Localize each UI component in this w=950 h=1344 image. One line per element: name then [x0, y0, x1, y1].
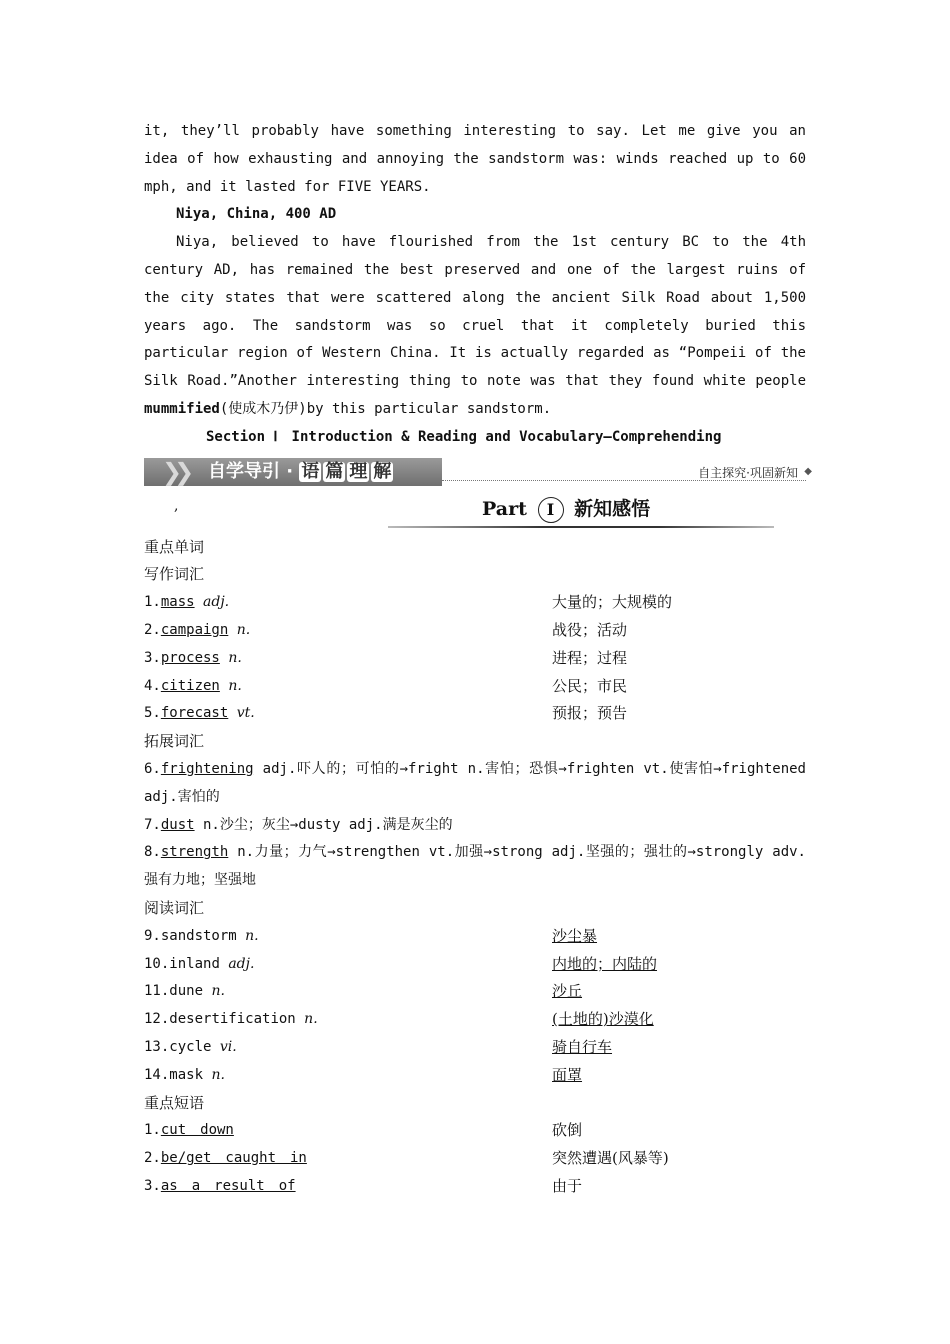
vocab-english — [144, 645, 552, 673]
banner-subtitle: 自主探究·巩固新知 — [698, 465, 798, 480]
vocab-pos: n. — [304, 1011, 318, 1028]
double-chevron-icon: ❯❯ — [162, 457, 187, 486]
part-numeral-circle: Ⅰ — [538, 497, 564, 523]
stray-comma: , — [174, 497, 179, 514]
vocab-meaning — [552, 1034, 806, 1062]
story-paragraph-2-text: Niya, believed to have flourished from the 1st century BC to the 4th century AD, has remained the best preserved and one of the largest ruins of the city states that were scattered along the ancient Silk Road about 1,500 years ago. The sandstorm was so cruel that it completely buried this particular region of Western China. It is actually regarded as “Pompeii of the Silk Road.”Another interesting thing to note was that they found white people — [144, 234, 806, 390]
key-phrases-label: 重点短语 — [144, 1093, 205, 1112]
vocab-word: dune — [169, 983, 204, 1000]
vocab-meaning — [552, 923, 806, 951]
diamond-icon: ◆ — [804, 465, 812, 477]
vocab-number: 10. — [144, 955, 170, 972]
reading-vocab-label: 阅读词汇 — [144, 898, 205, 917]
phrase-row — [144, 1173, 806, 1201]
vocab-pos: vi. — [219, 1038, 237, 1055]
vocab-word: process — [160, 649, 220, 666]
vocab-english — [144, 1034, 552, 1062]
vocab-meaning: 大量的；大规模的 — [552, 593, 673, 612]
story-subheading: Niya, China, 400 AD — [176, 206, 337, 223]
vocab-number: 7. — [144, 816, 161, 833]
vocab-meaning: 进程；过程 — [552, 648, 628, 667]
phrase-number: 3. — [144, 1177, 161, 1194]
vocab-word: desertification — [169, 1011, 296, 1028]
story-paragraph-2 — [144, 229, 806, 424]
vocab-number: 14. — [144, 1066, 170, 1083]
vocab-row — [144, 589, 806, 617]
vocab-row — [144, 1062, 806, 1090]
vocab-meaning-text: 沙丘 — [552, 982, 583, 1001]
vocab-word: forecast — [160, 705, 229, 722]
vocab-english — [144, 673, 552, 701]
vocab-row — [144, 951, 806, 979]
vocab-row — [144, 1034, 806, 1062]
vocab-row — [144, 978, 806, 1006]
phrase-english — [144, 1145, 552, 1173]
story-paragraph-2-tail: (使成木乃伊)by this particular sandstorm. — [219, 400, 552, 417]
key-phrases-list — [144, 1117, 806, 1200]
vocab-pos: adj. — [228, 955, 255, 972]
vocab-word: sandstorm — [160, 927, 237, 944]
writing-vocab-label: 写作词汇 — [144, 565, 205, 584]
vocab-row — [144, 923, 806, 951]
reading-vocab-list — [144, 923, 806, 1090]
vocab-pos: n. — [228, 649, 242, 666]
vocab-word: frightening — [160, 760, 254, 777]
vocab-number: 11. — [144, 983, 170, 1000]
phrase-row — [144, 1117, 806, 1145]
vocab-meaning — [552, 951, 806, 979]
vocab-word: strength — [160, 844, 229, 861]
vocab-word: mass — [160, 594, 195, 611]
phrase-text: cut down — [160, 1122, 234, 1139]
part-name: 新知感悟 — [574, 497, 651, 520]
vocab-meaning: 战役；活动 — [552, 620, 628, 639]
vocab-word: dust — [160, 816, 195, 833]
vocab-meaning-text: 骑自行车 — [552, 1037, 613, 1056]
document-page — [144, 118, 812, 1201]
vocab-meaning-text: 内地的；内陆的 — [552, 954, 658, 973]
vocab-number: 2. — [144, 621, 161, 638]
vocab-pos: n. — [236, 621, 251, 638]
phrase-text: be/get caught in — [160, 1150, 307, 1167]
section-banner — [144, 456, 812, 490]
vocab-meaning-text: 面罩 — [552, 1065, 583, 1084]
part-label: Part — [482, 497, 527, 520]
vocab-word: mask — [169, 1066, 204, 1083]
part-heading — [144, 490, 806, 534]
vocab-pos: adj. — [203, 594, 230, 611]
vocab-derivations: n.力量；力气→strengthen vt.加强→strong adj.坚强的；强壮的→strongly adv.强有力地；坚强地 — [144, 844, 806, 889]
vocab-number: 6. — [144, 760, 161, 777]
banner-char-3: 理 — [349, 460, 368, 482]
banner-title-a: 自学导引 — [208, 460, 280, 482]
vocab-number: 3. — [144, 649, 161, 666]
vocab-pos: n. — [211, 1066, 225, 1083]
banner-dot: · — [286, 460, 294, 482]
vocab-english — [144, 589, 552, 617]
vocab-english — [144, 951, 552, 979]
part-title — [482, 494, 650, 523]
banner-char-1: 语 — [301, 460, 320, 482]
vocab-english — [144, 700, 552, 728]
section-title: Section Ⅰ Introduction & Reading and Vocabulary—Comprehending — [206, 428, 722, 445]
phrase-text: as a result of — [160, 1177, 296, 1194]
vocab-row — [144, 700, 806, 728]
banner-char-4: 解 — [373, 460, 392, 482]
vocab-derivations: adj.吓人的；可怕的→fright n.害怕；恐惧→frighten vt.使害怕→frightened adj.害怕的 — [144, 760, 806, 805]
expand-vocab-list — [144, 756, 806, 895]
vocab-word: campaign — [160, 621, 229, 638]
vocab-number: 4. — [144, 677, 161, 694]
vocab-english — [144, 923, 552, 951]
vocab-meaning — [552, 978, 806, 1006]
expand-vocab-label: 拓展词汇 — [144, 732, 205, 751]
vocab-number: 1. — [144, 594, 161, 611]
phrase-meaning: 由于 — [552, 1176, 583, 1195]
vocab-meaning-text: 沙尘暴 — [552, 926, 598, 945]
vocab-row — [144, 1006, 806, 1034]
vocab-english — [144, 617, 552, 645]
banner-title — [208, 458, 395, 486]
phrase-row — [144, 1145, 806, 1173]
expand-item — [144, 812, 806, 840]
vocab-number: 12. — [144, 1011, 170, 1028]
phrase-english — [144, 1173, 552, 1201]
vocab-row — [144, 617, 806, 645]
key-words-label: 重点单词 — [144, 537, 205, 556]
expand-item — [144, 839, 806, 895]
vocab-pos: vt. — [236, 705, 255, 722]
vocab-pos: n. — [245, 927, 259, 944]
vocab-pos: n. — [211, 983, 225, 1000]
vocab-meaning-text: (土地的)沙漠化 — [552, 1010, 654, 1029]
vocab-meaning — [552, 1062, 806, 1090]
vocab-meaning: 公民；市民 — [552, 676, 628, 695]
vocab-english — [144, 978, 552, 1006]
mummified-word: mummified — [144, 400, 220, 417]
vocab-meaning: 预报；预告 — [552, 704, 628, 723]
part-underline — [388, 526, 774, 528]
vocab-number: 13. — [144, 1038, 170, 1055]
vocab-pos: n. — [228, 677, 242, 694]
phrase-number: 2. — [144, 1150, 161, 1167]
story-paragraph-1: it, they’ll probably have something interesting to say. Let me give you an idea of how exhausting and annoying the sandstorm was: winds reached up to 60 mph, and it lasted for FIVE YEARS. — [144, 123, 806, 195]
vocab-word: cycle — [169, 1038, 212, 1055]
vocab-row — [144, 645, 806, 673]
vocab-word: citizen — [160, 677, 220, 694]
vocab-number: 5. — [144, 705, 161, 722]
vocab-meaning — [552, 1006, 806, 1034]
expand-item — [144, 756, 806, 812]
phrase-number: 1. — [144, 1122, 161, 1139]
vocab-row — [144, 673, 806, 701]
vocab-english — [144, 1062, 552, 1090]
phrase-meaning: 突然遭遇(风暴等) — [552, 1149, 669, 1168]
vocab-english — [144, 1006, 552, 1034]
vocab-word: inland — [169, 955, 220, 972]
banner-char-2: 篇 — [325, 460, 344, 482]
writing-vocab-list — [144, 589, 806, 728]
vocab-number: 9. — [144, 927, 161, 944]
phrase-english — [144, 1117, 552, 1145]
phrase-meaning: 砍倒 — [552, 1121, 583, 1140]
vocab-number: 8. — [144, 844, 161, 861]
vocab-derivations: n.沙尘；灰尘→dusty adj.满是灰尘的 — [194, 816, 453, 833]
